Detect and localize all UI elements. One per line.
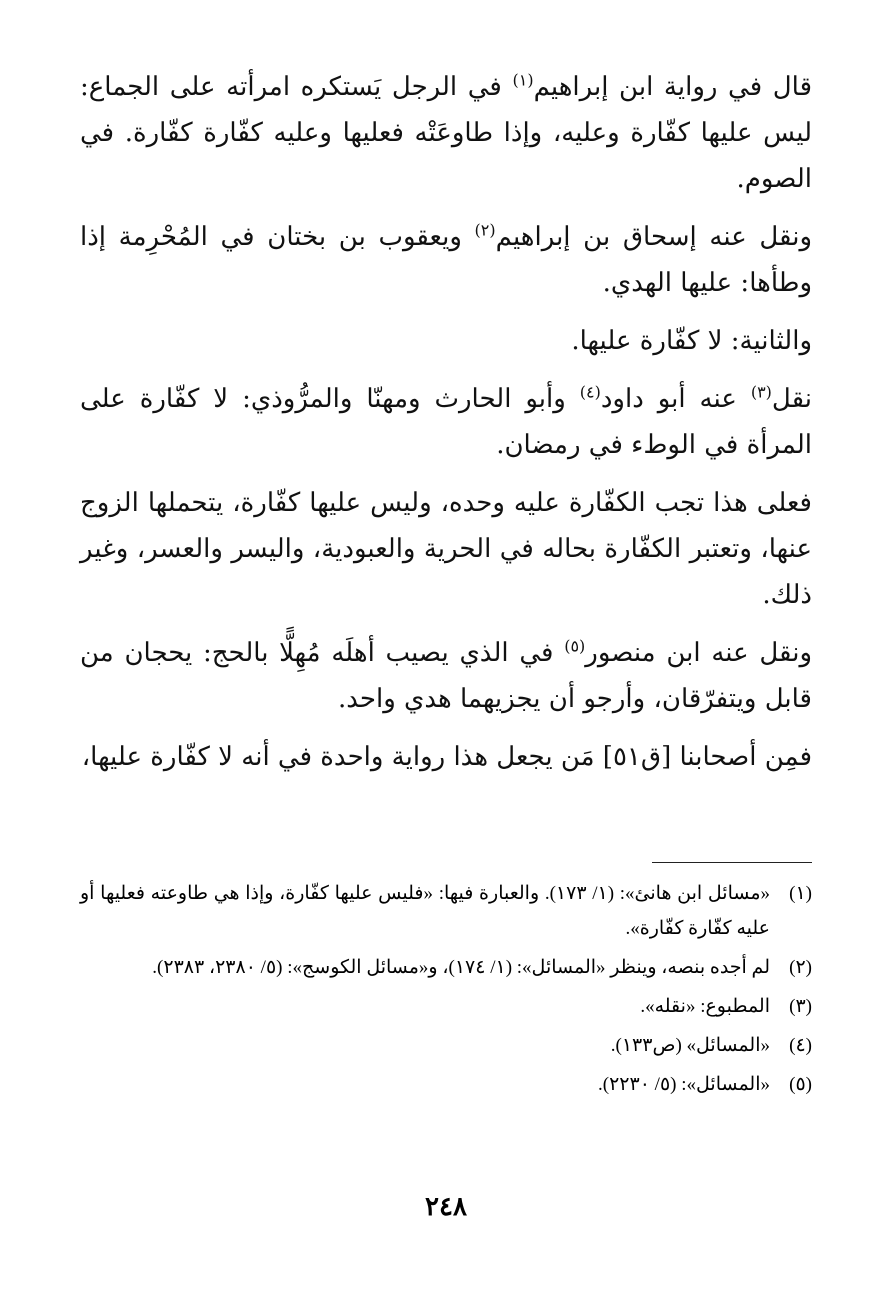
- footnote-text: «المسائل» (ص١٣٣).: [610, 1035, 770, 1056]
- text-segment: في الرجل يَستكره امرأته على الجماع: ليس عليها كفّارة وعليه، وإذا طاوعَتْه فعليها وعليه كفّارة كفّارة. في الصوم.: [80, 72, 812, 194]
- footnote-text: «مسائل ابن هانئ»: (١/ ١٧٣). والعبارة فيها: «فليس عليها كفّارة، وإذا هي طاوعته فعليها أو عليه كفّارة كفّارة».: [80, 883, 770, 939]
- footnote-1: [80, 876, 812, 946]
- text-segment: والثانية: لا كفّارة عليها.: [571, 326, 812, 356]
- footnote-text: لم أجده بنصه، وينظر «المسائل»: (١/ ١٧٤)، و«مسائل الكوسج»: (٥/ ٢٣٨٠، ٢٣٨٣).: [152, 957, 770, 978]
- text-segment: ويعقوب بن بختان في المُحْرِمة إذا وطأها: عليها الهدي.: [80, 222, 812, 298]
- footnote-separator: [652, 862, 812, 863]
- paragraph-2: [80, 214, 812, 306]
- footnote-number: (٢): [789, 957, 812, 978]
- footnote-number: (٣): [789, 996, 812, 1017]
- footnote-4: [80, 1028, 812, 1063]
- footnote-ref-5: (٥): [564, 636, 586, 656]
- footnote-2: [80, 950, 812, 985]
- footnote-ref-1: (١): [512, 70, 534, 90]
- text-segment: عنه أبو داود: [600, 384, 751, 414]
- footnote-number: (٥): [789, 1074, 812, 1095]
- text-segment: ونقل عنه ابن منصور: [585, 638, 812, 668]
- paragraph-1: [80, 64, 812, 202]
- main-text: [80, 64, 812, 780]
- footnote-ref-2: (٢): [474, 220, 496, 240]
- footnotes: [80, 876, 812, 1106]
- page-number: ٢٤٨: [425, 1192, 467, 1221]
- footnote-text: المطبوع: «نقله».: [640, 996, 770, 1017]
- footnote-5: [80, 1067, 812, 1102]
- footnote-number: (٤): [789, 1035, 812, 1056]
- text-segment: ونقل عنه إسحاق بن إبراهيم: [495, 222, 812, 252]
- paragraph-7: [80, 734, 812, 780]
- paragraph-4: [80, 376, 812, 468]
- footnote-3: [80, 989, 812, 1024]
- text-segment: فعلى هذا تجب الكفّارة عليه وحده، وليس عليها كفّارة، يتحملها الزوج عنها، وتعتبر الكفّارة بحاله في الحرية والعبودية، واليسر والعسر، وغير ذلك.: [80, 488, 812, 610]
- footnote-number: (١): [789, 883, 812, 904]
- text-segment: في الذي يصيب أهلَه مُهِلًّا بالحج: يحجان من قابل ويتفرّقان، وأرجو أن يجزيهما هدي واحد.: [80, 638, 812, 714]
- footnote-text: «المسائل»: (٥/ ٢٢٣٠).: [598, 1074, 770, 1095]
- paragraph-3: [80, 318, 812, 364]
- paragraph-6: [80, 630, 812, 722]
- text-segment: قال في رواية ابن إبراهيم: [533, 72, 812, 102]
- footnote-ref-4: (٤): [579, 382, 601, 402]
- paragraph-5: [80, 480, 812, 618]
- footnote-ref-3: (٣): [750, 382, 772, 402]
- text-segment: فمِن أصحابنا [ق٥١] مَن يجعل هذا رواية واحدة في أنه لا كفّارة عليها،: [81, 742, 812, 772]
- text-segment: نقل: [771, 384, 812, 414]
- text-segment: وأبو الحارث ومهنّا والمرُّوذي: لا كفّارة على المرأة في الوطء في رمضان.: [80, 384, 812, 460]
